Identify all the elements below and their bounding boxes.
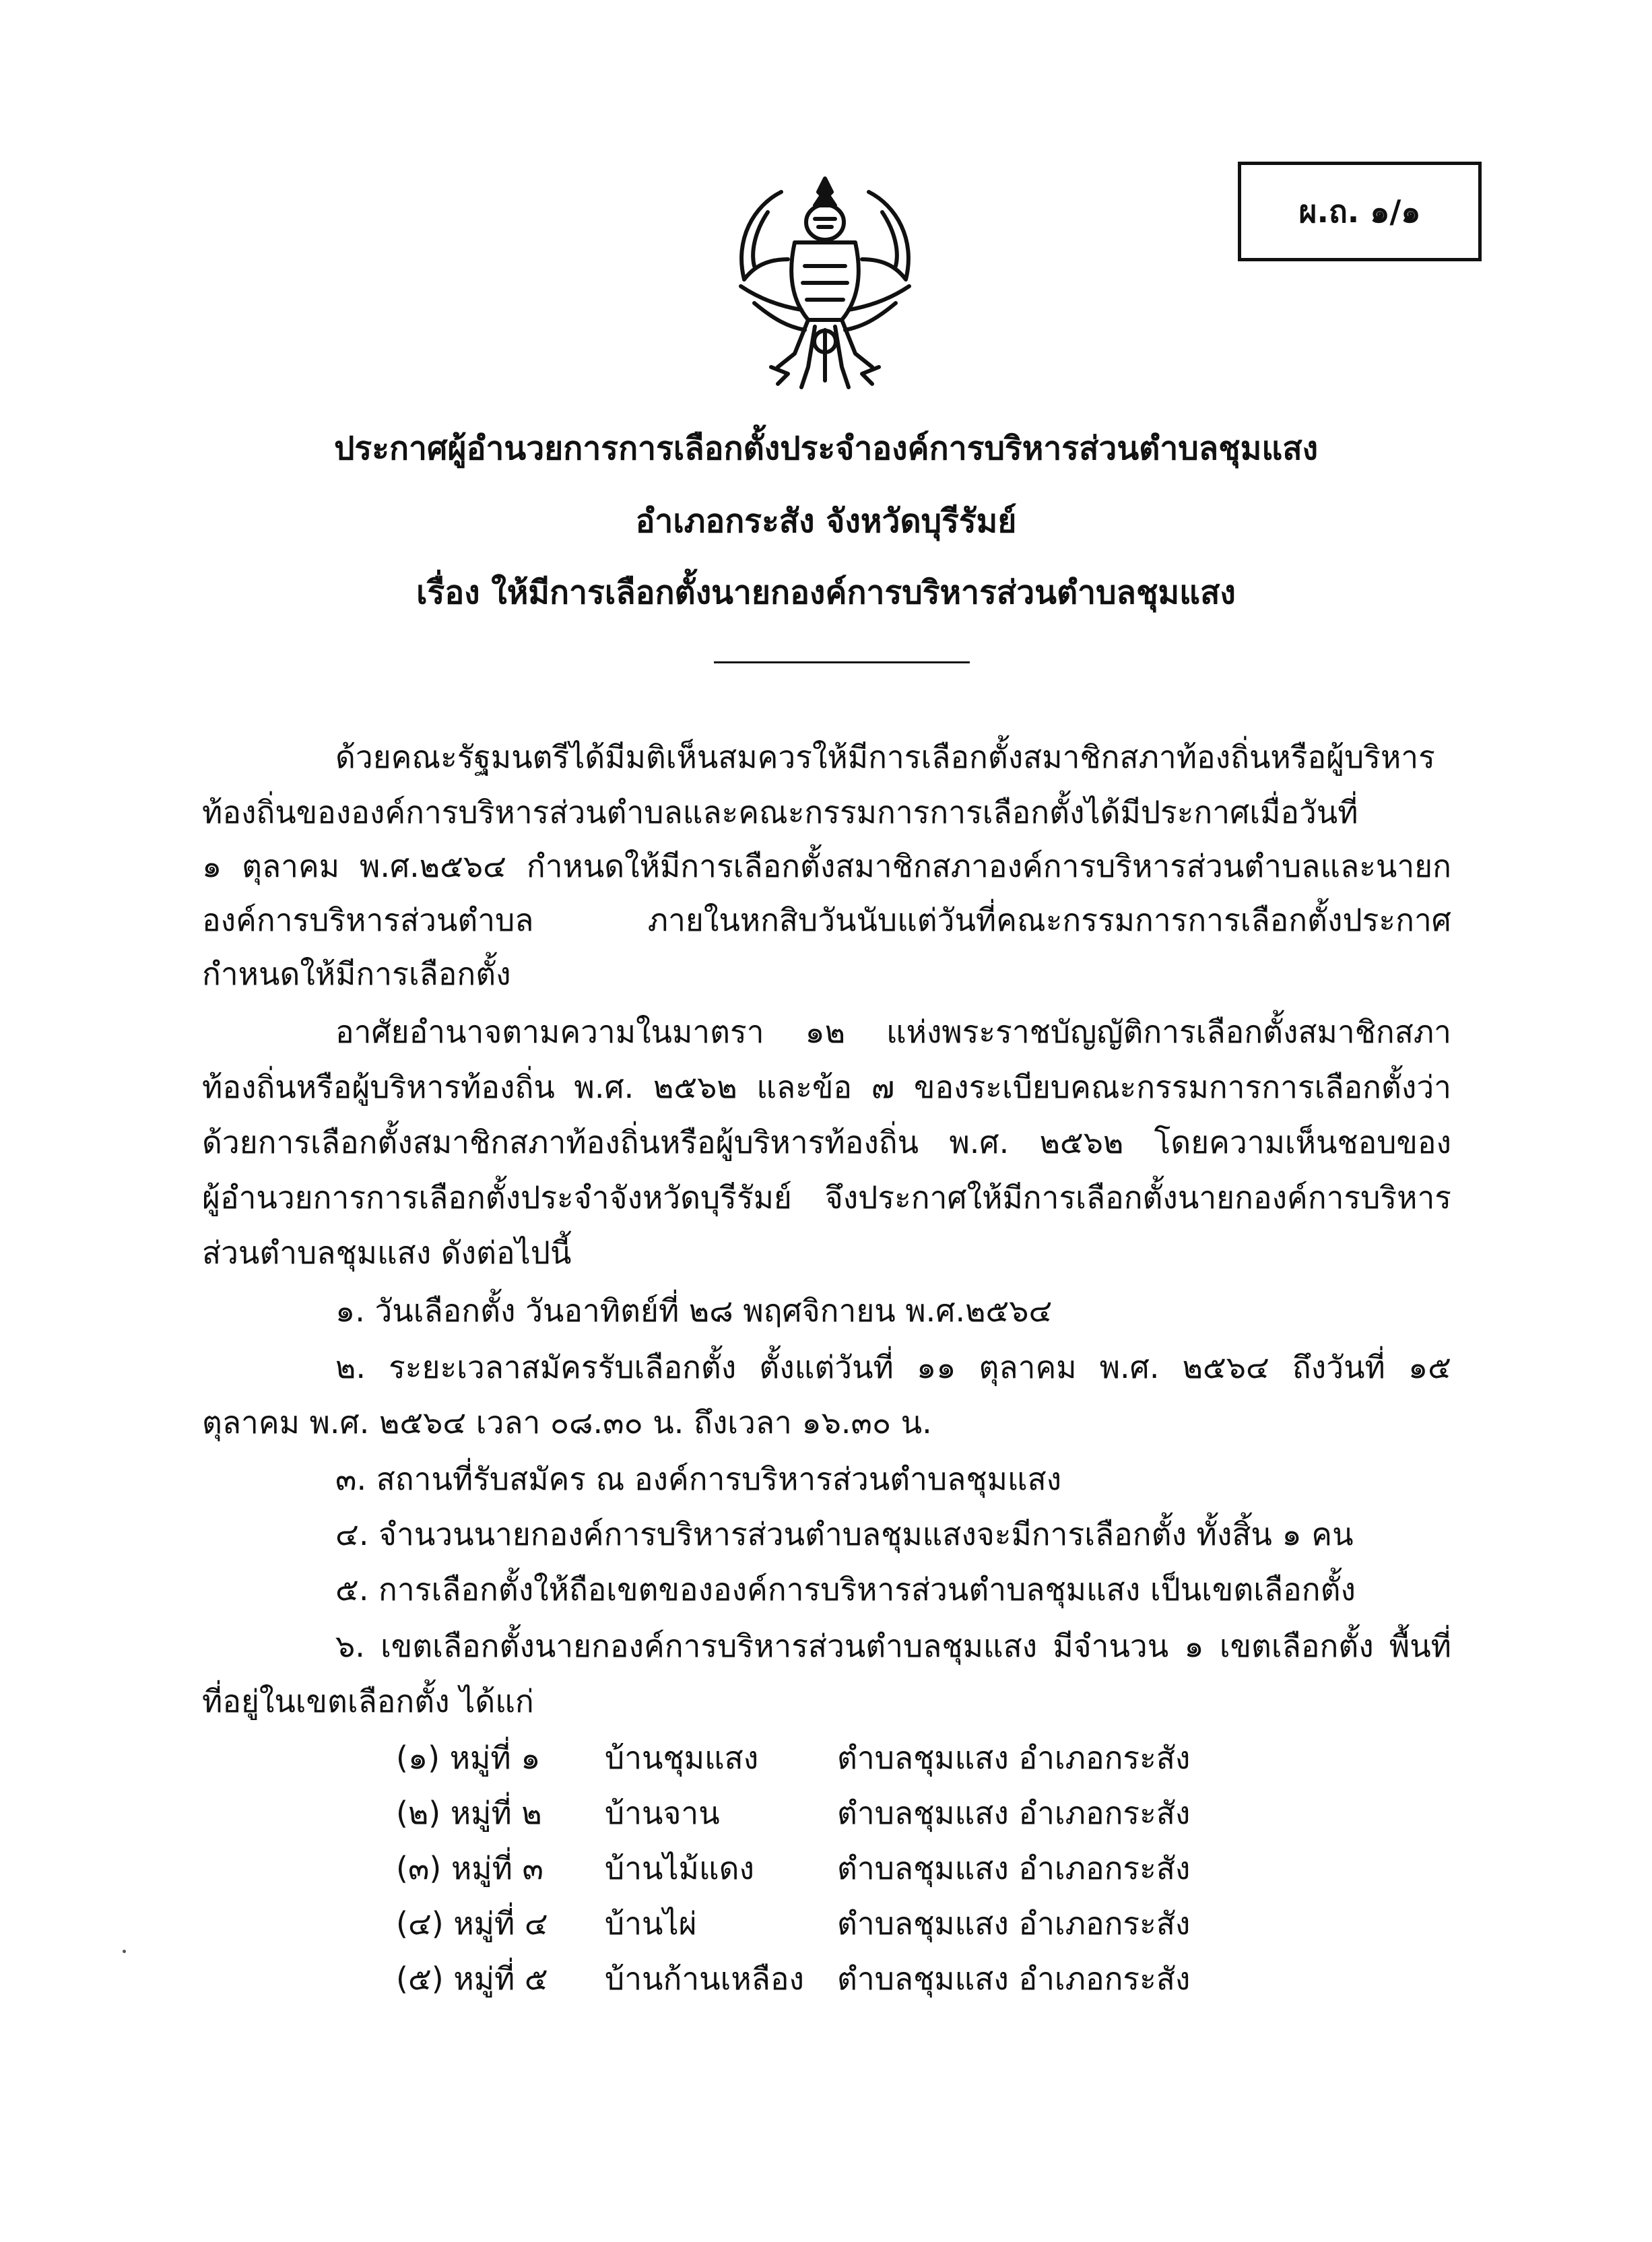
para2-line-5: ส่วนตำบลชุมแสง ดังต่อไปนี้: [202, 1234, 572, 1271]
form-code-box: [1238, 162, 1482, 261]
title-line-3: เรื่อง ให้มีการเลือกตั้งนายกองค์การบริหารส่วนตำบลชุมแสง: [416, 574, 1236, 612]
item-3: ๓. สถานที่รับสมัคร ณ องค์การบริหารส่วนตำบลชุมแสง: [335, 1461, 1062, 1497]
item-4: ๔. จำนวนนายกองค์การบริหารส่วนตำบลชุมแสงจะมีการเลือกตั้ง ทั้งสิ้น ๑ คน: [335, 1516, 1354, 1552]
village-row: [396, 1789, 1190, 1838]
para2-line-2: ท้องถิ่นหรือผู้บริหารท้องถิ่น พ.ศ. ๒๕๖๒ และข้อ ๗ ของระเบียบคณะกรรมการการเลือกตั้งว่า: [202, 1069, 1451, 1105]
scan-speck: [123, 1950, 126, 1953]
village-area: ตำบลชุมแสง อำเภอกระสัง: [837, 1960, 1191, 1997]
para2-line-1: อาศัยอำนาจตามความในมาตรา ๑๒ แห่งพระราชบัญญัติการเลือกตั้งสมาชิกสภา: [335, 1014, 1451, 1050]
village-area: ตำบลชุมแสง อำเภอกระสัง: [837, 1850, 1191, 1886]
village-row: [396, 1954, 1190, 2004]
village-name: บ้านชุมแสง: [605, 1740, 759, 1776]
para1-line-5: กำหนดให้มีการเลือกตั้ง: [202, 956, 511, 992]
item-6-line-2: ที่อยู่ในเขตเลือกตั้ง ได้แก่: [202, 1683, 534, 1719]
title-line-1: ประกาศผู้อำนวยการการเลือกตั้งประจำองค์การบริหารส่วนตำบลชุมแสง: [333, 430, 1319, 467]
para1-line-1: ด้วยคณะรัฐมนตรีได้มีมติเห็นสมควรให้มีการเลือกตั้งสมาชิกสภาท้องถิ่นหรือผู้บริหาร: [335, 739, 1435, 775]
garuda-emblem-icon: [714, 165, 936, 397]
para1-line-4: องค์การบริหารส่วนตำบล ภายในหกสิบวันนับแต่วันที่คณะกรรมการการเลือกตั้งประกาศ: [202, 902, 1451, 938]
item-1: ๑. วันเลือกตั้ง วันอาทิตย์ที่ ๒๘ พฤศจิกายน พ.ศ.๒๕๖๔: [335, 1292, 1053, 1329]
para2-line-4: ผู้อำนวยการการเลือกตั้งประจำจังหวัดบุรีรัมย์ จึงประกาศให้มีการเลือกตั้งนายกองค์การบริหาร: [202, 1179, 1451, 1216]
village-name: บ้านไม้แดง: [605, 1850, 754, 1886]
village-number: (๔) หมู่ที่ ๔: [396, 1905, 548, 1942]
village-number: (๒) หมู่ที่ ๒: [396, 1795, 542, 1831]
village-name: บ้านจาน: [605, 1795, 720, 1831]
item-6-line-1: ๖. เขตเลือกตั้งนายกองค์การบริหารส่วนตำบลชุมแสง มีจำนวน ๑ เขตเลือกตั้ง พื้นที่: [335, 1628, 1451, 1664]
village-row: [396, 1734, 1190, 1783]
village-row: [396, 1899, 1190, 1948]
village-area: ตำบลชุมแสง อำเภอกระสัง: [837, 1740, 1191, 1776]
title-line-2: อำเภอกระสัง จังหวัดบุรีรัมย์: [635, 502, 1017, 540]
item-5: ๕. การเลือกตั้งให้ถือเขตขององค์การบริหารส่วนตำบลชุมแสง เป็นเขตเลือกตั้ง: [335, 1571, 1356, 1608]
item-2-line-2: ตุลาคม พ.ศ. ๒๕๖๔ เวลา ๐๘.๓๐ น. ถึงเวลา ๑๖.๓๐ น.: [202, 1404, 932, 1441]
village-number: (๓) หมู่ที่ ๓: [396, 1850, 543, 1886]
village-area: ตำบลชุมแสง อำเภอกระสัง: [837, 1795, 1191, 1831]
village-name: บ้านไผ่: [605, 1905, 697, 1942]
village-name: บ้านก้านเหลือง: [605, 1960, 804, 1997]
village-row: [396, 1844, 1190, 1893]
item-2-line-1: ๒. ระยะเวลาสมัครรับเลือกตั้ง ตั้งแต่วันที่ ๑๑ ตุลาคม พ.ศ. ๒๕๖๔ ถึงวันที่ ๑๕: [335, 1349, 1451, 1385]
form-code: ผ.ถ. ๑/๑: [1298, 193, 1421, 230]
village-number: (๑) หมู่ที่ ๑: [396, 1740, 541, 1776]
village-area: ตำบลชุมแสง อำเภอกระสัง: [837, 1905, 1191, 1942]
para1-line-2: ท้องถิ่นขององค์การบริหารส่วนตำบลและคณะกรรมการการเลือกตั้งได้มีประกาศเมื่อวันที่: [202, 794, 1358, 830]
para2-line-3: ด้วยการเลือกตั้งสมาชิกสภาท้องถิ่นหรือผู้บริหารท้องถิ่น พ.ศ. ๒๕๖๒ โดยความเห็นชอบของ: [202, 1124, 1452, 1160]
para1-line-3: ๑ ตุลาคม พ.ศ.๒๕๖๔ กำหนดให้มีการเลือกตั้งสมาชิกสภาองค์การบริหารส่วนตำบลและนายก: [202, 848, 1451, 884]
title-divider: [714, 661, 970, 663]
village-number: (๕) หมู่ที่ ๕: [396, 1960, 548, 1997]
